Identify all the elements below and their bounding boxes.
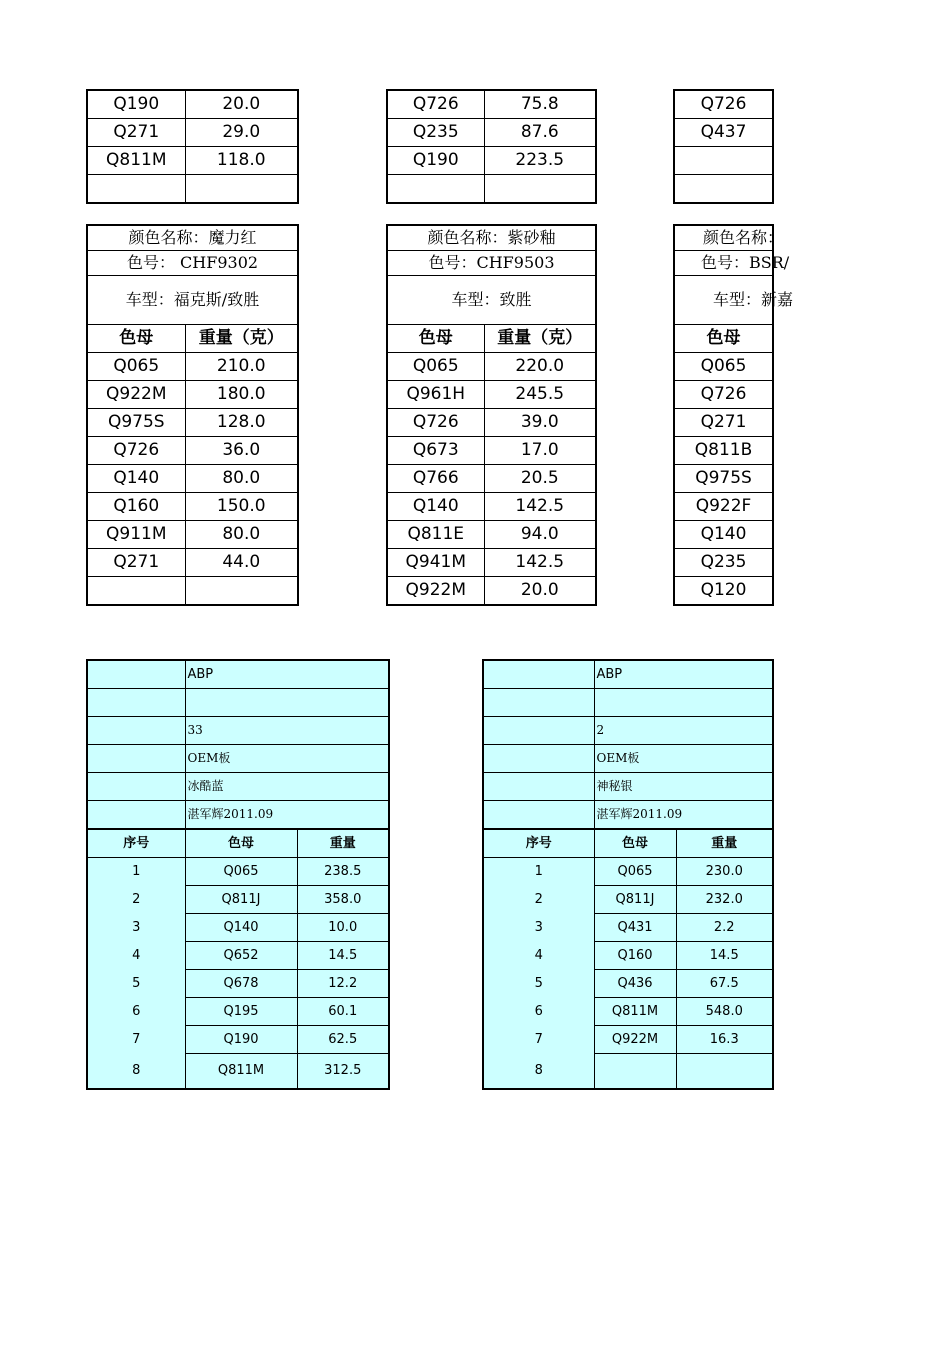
vehicle-model: 车型：致胜 [387, 276, 596, 325]
weight-cell: 16.3 [676, 1026, 773, 1054]
toner-code-cell: Q271 [87, 119, 185, 147]
weight-cell: 220.0 [484, 353, 596, 381]
weight-cell [484, 175, 596, 204]
weight-cell: 94.0 [484, 521, 596, 549]
table-row [87, 886, 389, 914]
table-row [387, 577, 596, 606]
table-row [483, 914, 773, 942]
toner-code-cell: Q922M [87, 381, 185, 409]
index-cell: 7 [483, 1026, 594, 1054]
toner-code-cell: Q190 [87, 90, 185, 119]
toner-code-cell: Q678 [185, 970, 297, 998]
col-index-header: 序号 [483, 829, 594, 858]
toner-code-cell: Q190 [185, 1026, 297, 1054]
weight-cell: 118.0 [185, 147, 298, 175]
info-row [483, 717, 773, 745]
index-cell: 2 [87, 886, 185, 914]
info-label-cell [483, 689, 594, 717]
weight-cell: 80.0 [185, 521, 298, 549]
weight-cell: 80.0 [185, 465, 298, 493]
toner-code-cell: Q911M [87, 521, 185, 549]
table-row [87, 998, 389, 1026]
info-value-cell: 2 [594, 717, 773, 745]
color-name: 颜色名称：魔力红 [87, 225, 298, 251]
abp-table-1 [86, 659, 390, 1090]
table-row [674, 549, 773, 577]
top-table-1 [86, 89, 299, 204]
toner-code-cell: Q726 [387, 409, 484, 437]
weight-cell: 358.0 [297, 886, 389, 914]
toner-code-cell [87, 577, 185, 606]
table-row [674, 465, 773, 493]
weight-cell: 128.0 [185, 409, 298, 437]
table-row [387, 465, 596, 493]
weight-cell: 150.0 [185, 493, 298, 521]
table-row [387, 90, 596, 119]
table-row [87, 493, 298, 521]
info-value-cell: OEM板 [594, 745, 773, 773]
formula-card-1 [86, 224, 299, 606]
toner-code-cell: Q140 [387, 493, 484, 521]
table-row [87, 409, 298, 437]
table-row [483, 1026, 773, 1054]
weight-cell: 223.5 [484, 147, 596, 175]
info-value-cell [594, 689, 773, 717]
table-row [483, 1054, 773, 1090]
info-row [87, 717, 389, 745]
info-row [87, 689, 389, 717]
table-row [87, 353, 298, 381]
weight-cell: 548.0 [676, 998, 773, 1026]
toner-code-cell: Q436 [594, 970, 676, 998]
toner-code-cell: Q190 [387, 147, 484, 175]
info-value-cell [185, 689, 389, 717]
table-row [674, 119, 773, 147]
table-row [387, 175, 596, 204]
top-table-3 [673, 89, 774, 204]
info-label-cell [483, 801, 594, 830]
table-row [674, 577, 773, 606]
weight-cell: 10.0 [297, 914, 389, 942]
info-row [483, 660, 773, 689]
toner-code-cell [387, 175, 484, 204]
index-cell: 5 [483, 970, 594, 998]
toner-code-cell: Q726 [674, 90, 773, 119]
toner-code-cell [674, 175, 773, 204]
weight-cell: 142.5 [484, 549, 596, 577]
table-row [87, 381, 298, 409]
toner-code-cell: Q065 [387, 353, 484, 381]
col-weight-header: 重量 [297, 829, 389, 858]
table-row [87, 914, 389, 942]
info-row [483, 773, 773, 801]
toner-code-cell: Q437 [674, 119, 773, 147]
table-row [674, 353, 773, 381]
weight-cell: 17.0 [484, 437, 596, 465]
color-code: 色号： CHF9302 [87, 251, 298, 276]
weight-cell [185, 577, 298, 606]
info-value-cell: 湛军辉2011.09 [185, 801, 389, 830]
weight-cell: 232.0 [676, 886, 773, 914]
table-row [87, 437, 298, 465]
table-row [483, 858, 773, 886]
toner-code-cell: Q811E [387, 521, 484, 549]
info-label-cell [87, 745, 185, 773]
toner-code-cell: Q160 [87, 493, 185, 521]
col-index-header: 序号 [87, 829, 185, 858]
table-row [87, 175, 298, 204]
index-cell: 3 [483, 914, 594, 942]
color-name: 颜色名称： [674, 225, 773, 251]
table-row [674, 381, 773, 409]
table-row [483, 970, 773, 998]
abp-table-2 [482, 659, 774, 1090]
index-cell: 5 [87, 970, 185, 998]
info-value-cell: 冰酷蓝 [185, 773, 389, 801]
info-label-cell [483, 745, 594, 773]
info-label-cell [87, 689, 185, 717]
index-cell: 7 [87, 1026, 185, 1054]
col-weight-header: 重量（克） [484, 325, 596, 353]
vehicle-model: 车型：新嘉 [674, 276, 773, 325]
index-cell: 1 [87, 858, 185, 886]
table-row [674, 521, 773, 549]
info-value-cell: 湛军辉2011.09 [594, 801, 773, 830]
table-row [87, 1026, 389, 1054]
toner-code-cell: Q811M [185, 1054, 297, 1090]
info-value-cell: OEM板 [185, 745, 389, 773]
table-row [87, 942, 389, 970]
info-label-cell [87, 660, 185, 689]
table-row [387, 437, 596, 465]
col-weight-header: 重量（克） [185, 325, 298, 353]
table-row [87, 858, 389, 886]
toner-code-cell: Q065 [594, 858, 676, 886]
weight-cell: 14.5 [676, 942, 773, 970]
table-row [87, 549, 298, 577]
toner-code-cell: Q652 [185, 942, 297, 970]
toner-code-cell [87, 175, 185, 204]
toner-code-cell: Q140 [185, 914, 297, 942]
weight-cell: 210.0 [185, 353, 298, 381]
weight-cell: 180.0 [185, 381, 298, 409]
toner-code-cell: Q160 [594, 942, 676, 970]
top-table-2 [386, 89, 597, 204]
toner-code-cell: Q065 [87, 353, 185, 381]
info-label-cell [483, 773, 594, 801]
formula-card-3-clip [673, 224, 823, 600]
table-row [674, 493, 773, 521]
info-label-cell [483, 660, 594, 689]
weight-cell: 20.5 [484, 465, 596, 493]
weight-cell: 36.0 [185, 437, 298, 465]
weight-cell: 60.1 [297, 998, 389, 1026]
toner-code-cell: Q726 [87, 437, 185, 465]
info-row [483, 801, 773, 830]
toner-code-cell: Q235 [674, 549, 773, 577]
toner-code-cell: Q140 [674, 521, 773, 549]
toner-code-cell: Q673 [387, 437, 484, 465]
toner-code-cell: Q811M [87, 147, 185, 175]
color-name: 颜色名称：紫砂釉 [387, 225, 596, 251]
weight-cell: 87.6 [484, 119, 596, 147]
col-toner-header: 色母 [87, 325, 185, 353]
weight-cell: 29.0 [185, 119, 298, 147]
info-label-cell [483, 717, 594, 745]
col-toner-header: 色母 [185, 829, 297, 858]
info-row [483, 745, 773, 773]
toner-code-cell: Q975S [87, 409, 185, 437]
info-value-cell: ABP [594, 660, 773, 689]
table-row [87, 90, 298, 119]
table-row [387, 493, 596, 521]
toner-code-cell: Q271 [87, 549, 185, 577]
index-cell: 8 [87, 1054, 185, 1090]
table-row [87, 147, 298, 175]
weight-cell: 14.5 [297, 942, 389, 970]
color-code: 色号：CHF9503 [387, 251, 596, 276]
toner-code-cell: Q065 [674, 353, 773, 381]
table-row [87, 1054, 389, 1090]
info-label-cell [87, 717, 185, 745]
index-cell: 4 [483, 942, 594, 970]
info-value-cell: 33 [185, 717, 389, 745]
col-toner-header: 色母 [387, 325, 484, 353]
weight-cell: 12.2 [297, 970, 389, 998]
weight-cell: 62.5 [297, 1026, 389, 1054]
index-cell: 2 [483, 886, 594, 914]
toner-code-cell: Q431 [594, 914, 676, 942]
table-row [387, 381, 596, 409]
col-toner-header: 色母 [594, 829, 676, 858]
toner-code-cell: Q941M [387, 549, 484, 577]
toner-code-cell: Q120 [674, 577, 773, 606]
table-row [387, 521, 596, 549]
toner-code-cell [594, 1054, 676, 1090]
toner-code-cell: Q922M [387, 577, 484, 606]
toner-code-cell: Q961H [387, 381, 484, 409]
weight-cell: 20.0 [484, 577, 596, 606]
toner-code-cell: Q766 [387, 465, 484, 493]
table-row [387, 549, 596, 577]
weight-cell: 39.0 [484, 409, 596, 437]
weight-cell: 20.0 [185, 90, 298, 119]
table-row [387, 409, 596, 437]
toner-code-cell: Q065 [185, 858, 297, 886]
weight-cell: 245.5 [484, 381, 596, 409]
weight-cell: 312.5 [297, 1054, 389, 1090]
vehicle-model: 车型：福克斯/致胜 [87, 276, 298, 325]
toner-code-cell: Q922F [674, 493, 773, 521]
index-cell: 1 [483, 858, 594, 886]
table-row [674, 90, 773, 119]
index-cell: 3 [87, 914, 185, 942]
info-row [87, 801, 389, 830]
table-row [87, 970, 389, 998]
col-weight-header: 重量 [676, 829, 773, 858]
index-cell: 6 [483, 998, 594, 1026]
toner-code-cell [674, 147, 773, 175]
toner-code-cell: Q140 [87, 465, 185, 493]
weight-cell [185, 175, 298, 204]
table-row [674, 437, 773, 465]
toner-code-cell: Q195 [185, 998, 297, 1026]
table-row [87, 119, 298, 147]
toner-code-cell: Q235 [387, 119, 484, 147]
info-value-cell: 神秘银 [594, 773, 773, 801]
toner-code-cell: Q726 [387, 90, 484, 119]
toner-code-cell: Q975S [674, 465, 773, 493]
formula-card-2 [386, 224, 597, 606]
toner-code-cell: Q271 [674, 409, 773, 437]
table-row [674, 175, 773, 204]
table-row [483, 942, 773, 970]
weight-cell [676, 1054, 773, 1090]
table-row [674, 147, 773, 175]
weight-cell: 230.0 [676, 858, 773, 886]
weight-cell: 67.5 [676, 970, 773, 998]
index-cell: 4 [87, 942, 185, 970]
index-cell: 6 [87, 998, 185, 1026]
toner-code-cell: Q811J [594, 886, 676, 914]
table-row [674, 409, 773, 437]
info-row [87, 660, 389, 689]
formula-card-3 [673, 224, 794, 606]
weight-cell: 2.2 [676, 914, 773, 942]
table-row [87, 465, 298, 493]
toner-code-cell: Q811M [594, 998, 676, 1026]
info-row [87, 745, 389, 773]
toner-code-cell: Q922M [594, 1026, 676, 1054]
index-cell: 8 [483, 1054, 594, 1090]
weight-cell: 142.5 [484, 493, 596, 521]
toner-code-cell: Q811J [185, 886, 297, 914]
toner-code-cell: Q726 [674, 381, 773, 409]
weight-cell: 238.5 [297, 858, 389, 886]
weight-cell: 75.8 [484, 90, 596, 119]
table-row [87, 577, 298, 606]
table-row [387, 147, 596, 175]
table-row [483, 886, 773, 914]
info-value-cell: ABP [185, 660, 389, 689]
weight-cell: 44.0 [185, 549, 298, 577]
info-row [87, 773, 389, 801]
info-label-cell [87, 801, 185, 830]
table-row [483, 998, 773, 1026]
info-label-cell [87, 773, 185, 801]
color-code: 色号：BSR/ [674, 251, 773, 276]
table-row [387, 119, 596, 147]
table-row [387, 353, 596, 381]
info-row [483, 689, 773, 717]
toner-code-cell: Q811B [674, 437, 773, 465]
col-toner-header: 色母 [674, 325, 773, 353]
table-row [87, 521, 298, 549]
